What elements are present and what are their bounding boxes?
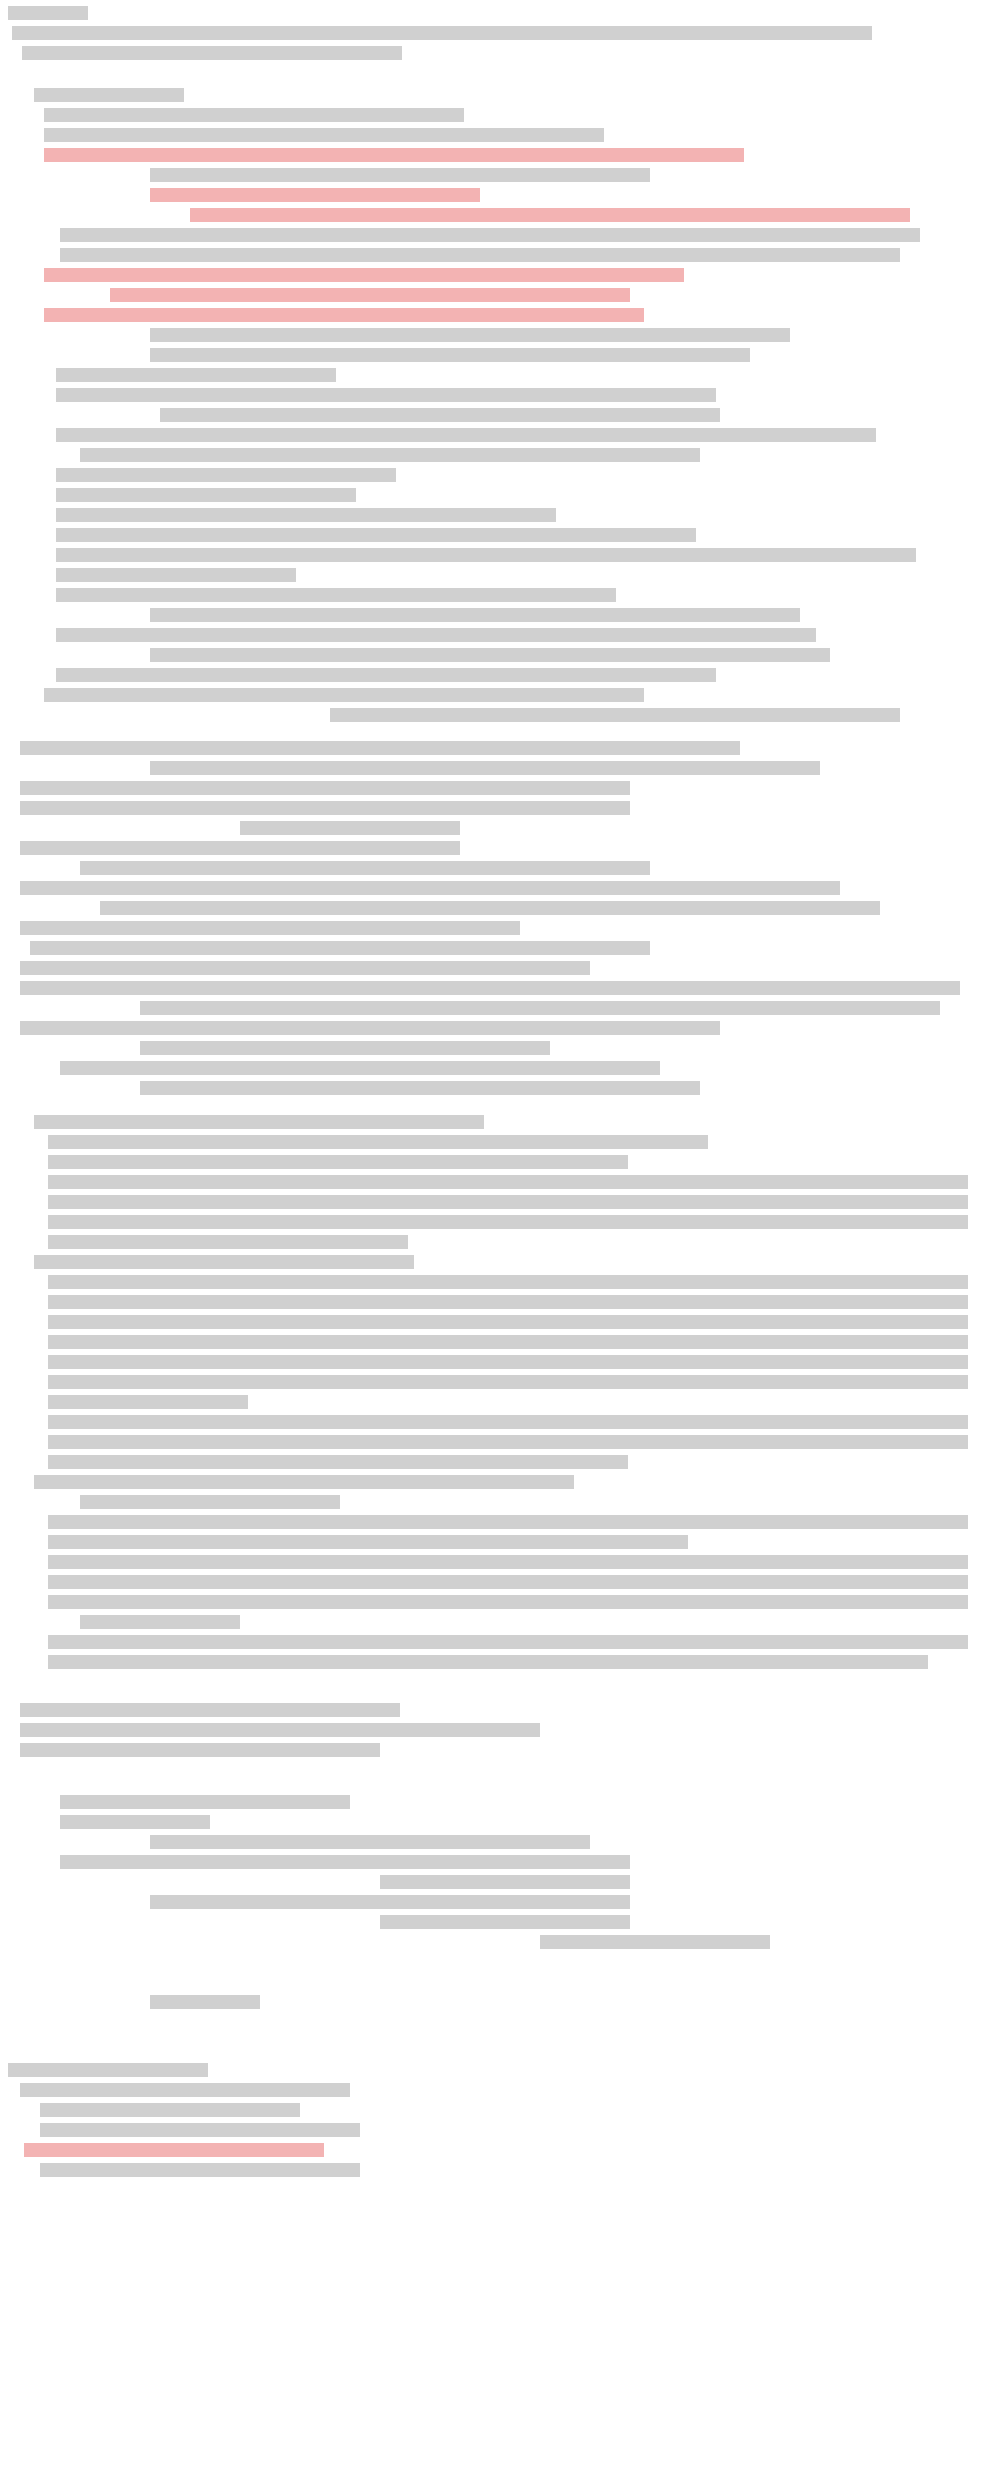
text-line (12, 26, 872, 40)
text-line (20, 1743, 380, 1757)
text-line (140, 1001, 940, 1015)
text-line (34, 1255, 414, 1269)
text-line (24, 2143, 324, 2157)
text-line (22, 46, 402, 60)
text-line (80, 1495, 340, 1509)
text-line (56, 628, 816, 642)
text-line (48, 1595, 968, 1609)
text-line (150, 608, 800, 622)
text-line (44, 108, 464, 122)
text-line (48, 1415, 968, 1429)
text-line (140, 1081, 700, 1095)
text-line (56, 368, 336, 382)
text-line (56, 488, 356, 502)
text-line (20, 881, 840, 895)
text-line (48, 1175, 968, 1189)
text-line (60, 248, 900, 262)
text-line (56, 388, 716, 402)
text-line (48, 1655, 928, 1669)
text-line (60, 1855, 630, 1869)
text-line (150, 1995, 260, 2009)
text-line (48, 1375, 968, 1389)
text-line (48, 1435, 968, 1449)
text-line (150, 761, 820, 775)
text-line (20, 981, 960, 995)
text-line (380, 1875, 630, 1889)
text-line (160, 408, 720, 422)
text-line (20, 781, 630, 795)
text-line (100, 901, 880, 915)
text-line (48, 1215, 968, 1229)
text-line (20, 921, 520, 935)
text-line (80, 861, 650, 875)
text-line (48, 1515, 968, 1529)
text-line (48, 1135, 708, 1149)
text-line (48, 1155, 628, 1169)
text-line (60, 1815, 210, 1829)
text-line (56, 568, 296, 582)
text-line (20, 1723, 540, 1737)
text-line (56, 668, 716, 682)
text-line (20, 1703, 400, 1717)
text-line (44, 688, 644, 702)
text-line (60, 228, 920, 242)
text-line (150, 328, 790, 342)
text-line (56, 508, 556, 522)
text-line (48, 1635, 968, 1649)
text-line (44, 128, 604, 142)
text-line (330, 708, 900, 722)
text-line (48, 1335, 968, 1349)
text-line (60, 1061, 660, 1075)
text-line (44, 268, 684, 282)
text-line (44, 148, 744, 162)
text-line (34, 1115, 484, 1129)
text-line (40, 2103, 300, 2117)
text-line (240, 821, 460, 835)
text-line (56, 548, 916, 562)
text-line (150, 1895, 630, 1909)
text-line (34, 88, 184, 102)
text-line (40, 2163, 360, 2177)
text-line (190, 208, 910, 222)
text-line (20, 801, 630, 815)
text-line (540, 1935, 770, 1949)
text-line (48, 1395, 248, 1409)
text-line (60, 1795, 350, 1809)
text-line (150, 1835, 590, 1849)
text-line (20, 961, 590, 975)
text-line (56, 428, 876, 442)
text-line (34, 1475, 574, 1489)
text-line (48, 1455, 628, 1469)
text-line (150, 188, 480, 202)
text-line (30, 941, 650, 955)
text-line (48, 1535, 688, 1549)
text-line (48, 1295, 968, 1309)
text-line (44, 308, 644, 322)
text-line (48, 1555, 968, 1569)
text-line (20, 741, 740, 755)
text-line (150, 348, 750, 362)
text-line (48, 1235, 408, 1249)
text-line (56, 528, 696, 542)
text-line (48, 1355, 968, 1369)
text-line (56, 468, 396, 482)
text-line (80, 448, 700, 462)
text-line (110, 288, 630, 302)
text-line (140, 1041, 550, 1055)
text-line (8, 2063, 208, 2077)
text-line (48, 1275, 968, 1289)
text-line (48, 1195, 968, 1209)
text-line (380, 1915, 630, 1929)
text-line (48, 1315, 968, 1329)
text-line (56, 588, 616, 602)
text-line (20, 2083, 350, 2097)
text-line (150, 648, 830, 662)
text-line (40, 2123, 360, 2137)
text-line (20, 1021, 720, 1035)
text-line (150, 168, 650, 182)
text-line (48, 1575, 968, 1589)
text-line (80, 1615, 240, 1629)
text-line (8, 6, 88, 20)
text-line (20, 841, 460, 855)
